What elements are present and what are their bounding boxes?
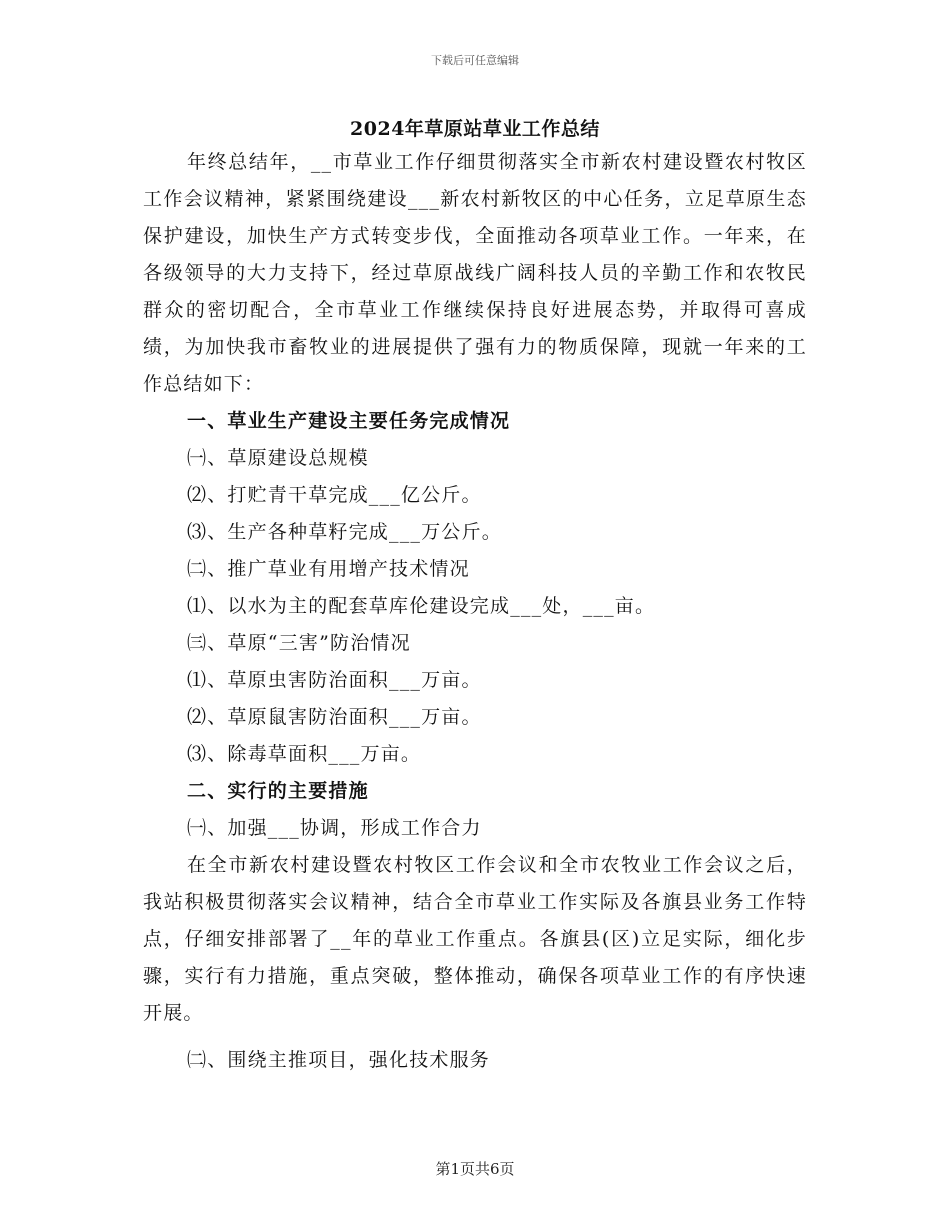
document-body [143, 144, 807, 1079]
list-item: ⑶、生产各种草籽完成___万公斤。 [187, 521, 502, 543]
measures-paragraph: 在全市新农村建设暨农村牧区工作会议和全市农牧业工作会议之后，我站积极贯彻落实会议精神，结合全市草业工作实际及各旗县业务工作特点，仔细安排部署了__年的草业工作重点。各旗县(区)立足实际，细化步骤，实行有力措施，重点突破，整体推动，确保各项草业工作的有序快速开展。 [143, 854, 807, 1024]
section-heading-1: 一、草业生产建设主要任务完成情况 [187, 410, 511, 432]
list-item: ㈠、草原建设总规模 [187, 447, 369, 469]
section-heading-2: 二、实行的主要措施 [187, 780, 369, 802]
list-item: ㈡、推广草业有用增产技术情况 [187, 558, 470, 580]
list-item: ⑴、草原虫害防治面积___万亩。 [187, 669, 482, 691]
list-item: ㈠、加强___协调，形成工作合力 [187, 817, 482, 839]
list-item: ⑵、打贮青干草完成___亿公斤。 [187, 484, 482, 506]
list-item: ⑵、草原鼠害防治面积___万亩。 [187, 706, 482, 728]
list-item: ㈢、草原“三害”防治情况 [187, 632, 411, 654]
list-item: ⑶、除毒草面积___万亩。 [187, 743, 422, 765]
intro-paragraph: 年终总结年，__市草业工作仔细贯彻落实全市新农村建设暨农村牧区工作会议精神，紧紧围绕建设___新农村新牧区的中心任务，立足草原生态保护建设，加快生产方式转变步伐，全面推动各项草业工作。一年来，在各级领导的大力支持下，经过草原战线广阔科技人员的辛勤工作和农牧民群众的密切配合，全市草业工作继续保持良好进展态势，并取得可喜成绩，为加快我市畜牧业的进展提供了强有力的物质保障，现就一年来的工作总结如下： [143, 151, 807, 395]
page-footer: 第1页共6页 [435, 1160, 515, 1178]
list-item: ⑴、以水为主的配套草库伦建设完成___处，___亩。 [187, 595, 656, 617]
list-item: ㈡、围绕主推项目，强化技术服务 [187, 1049, 491, 1071]
page-header: 下载后可任意编辑 [431, 54, 519, 67]
document-title: 2024年草原站草业工作总结 [350, 118, 600, 140]
